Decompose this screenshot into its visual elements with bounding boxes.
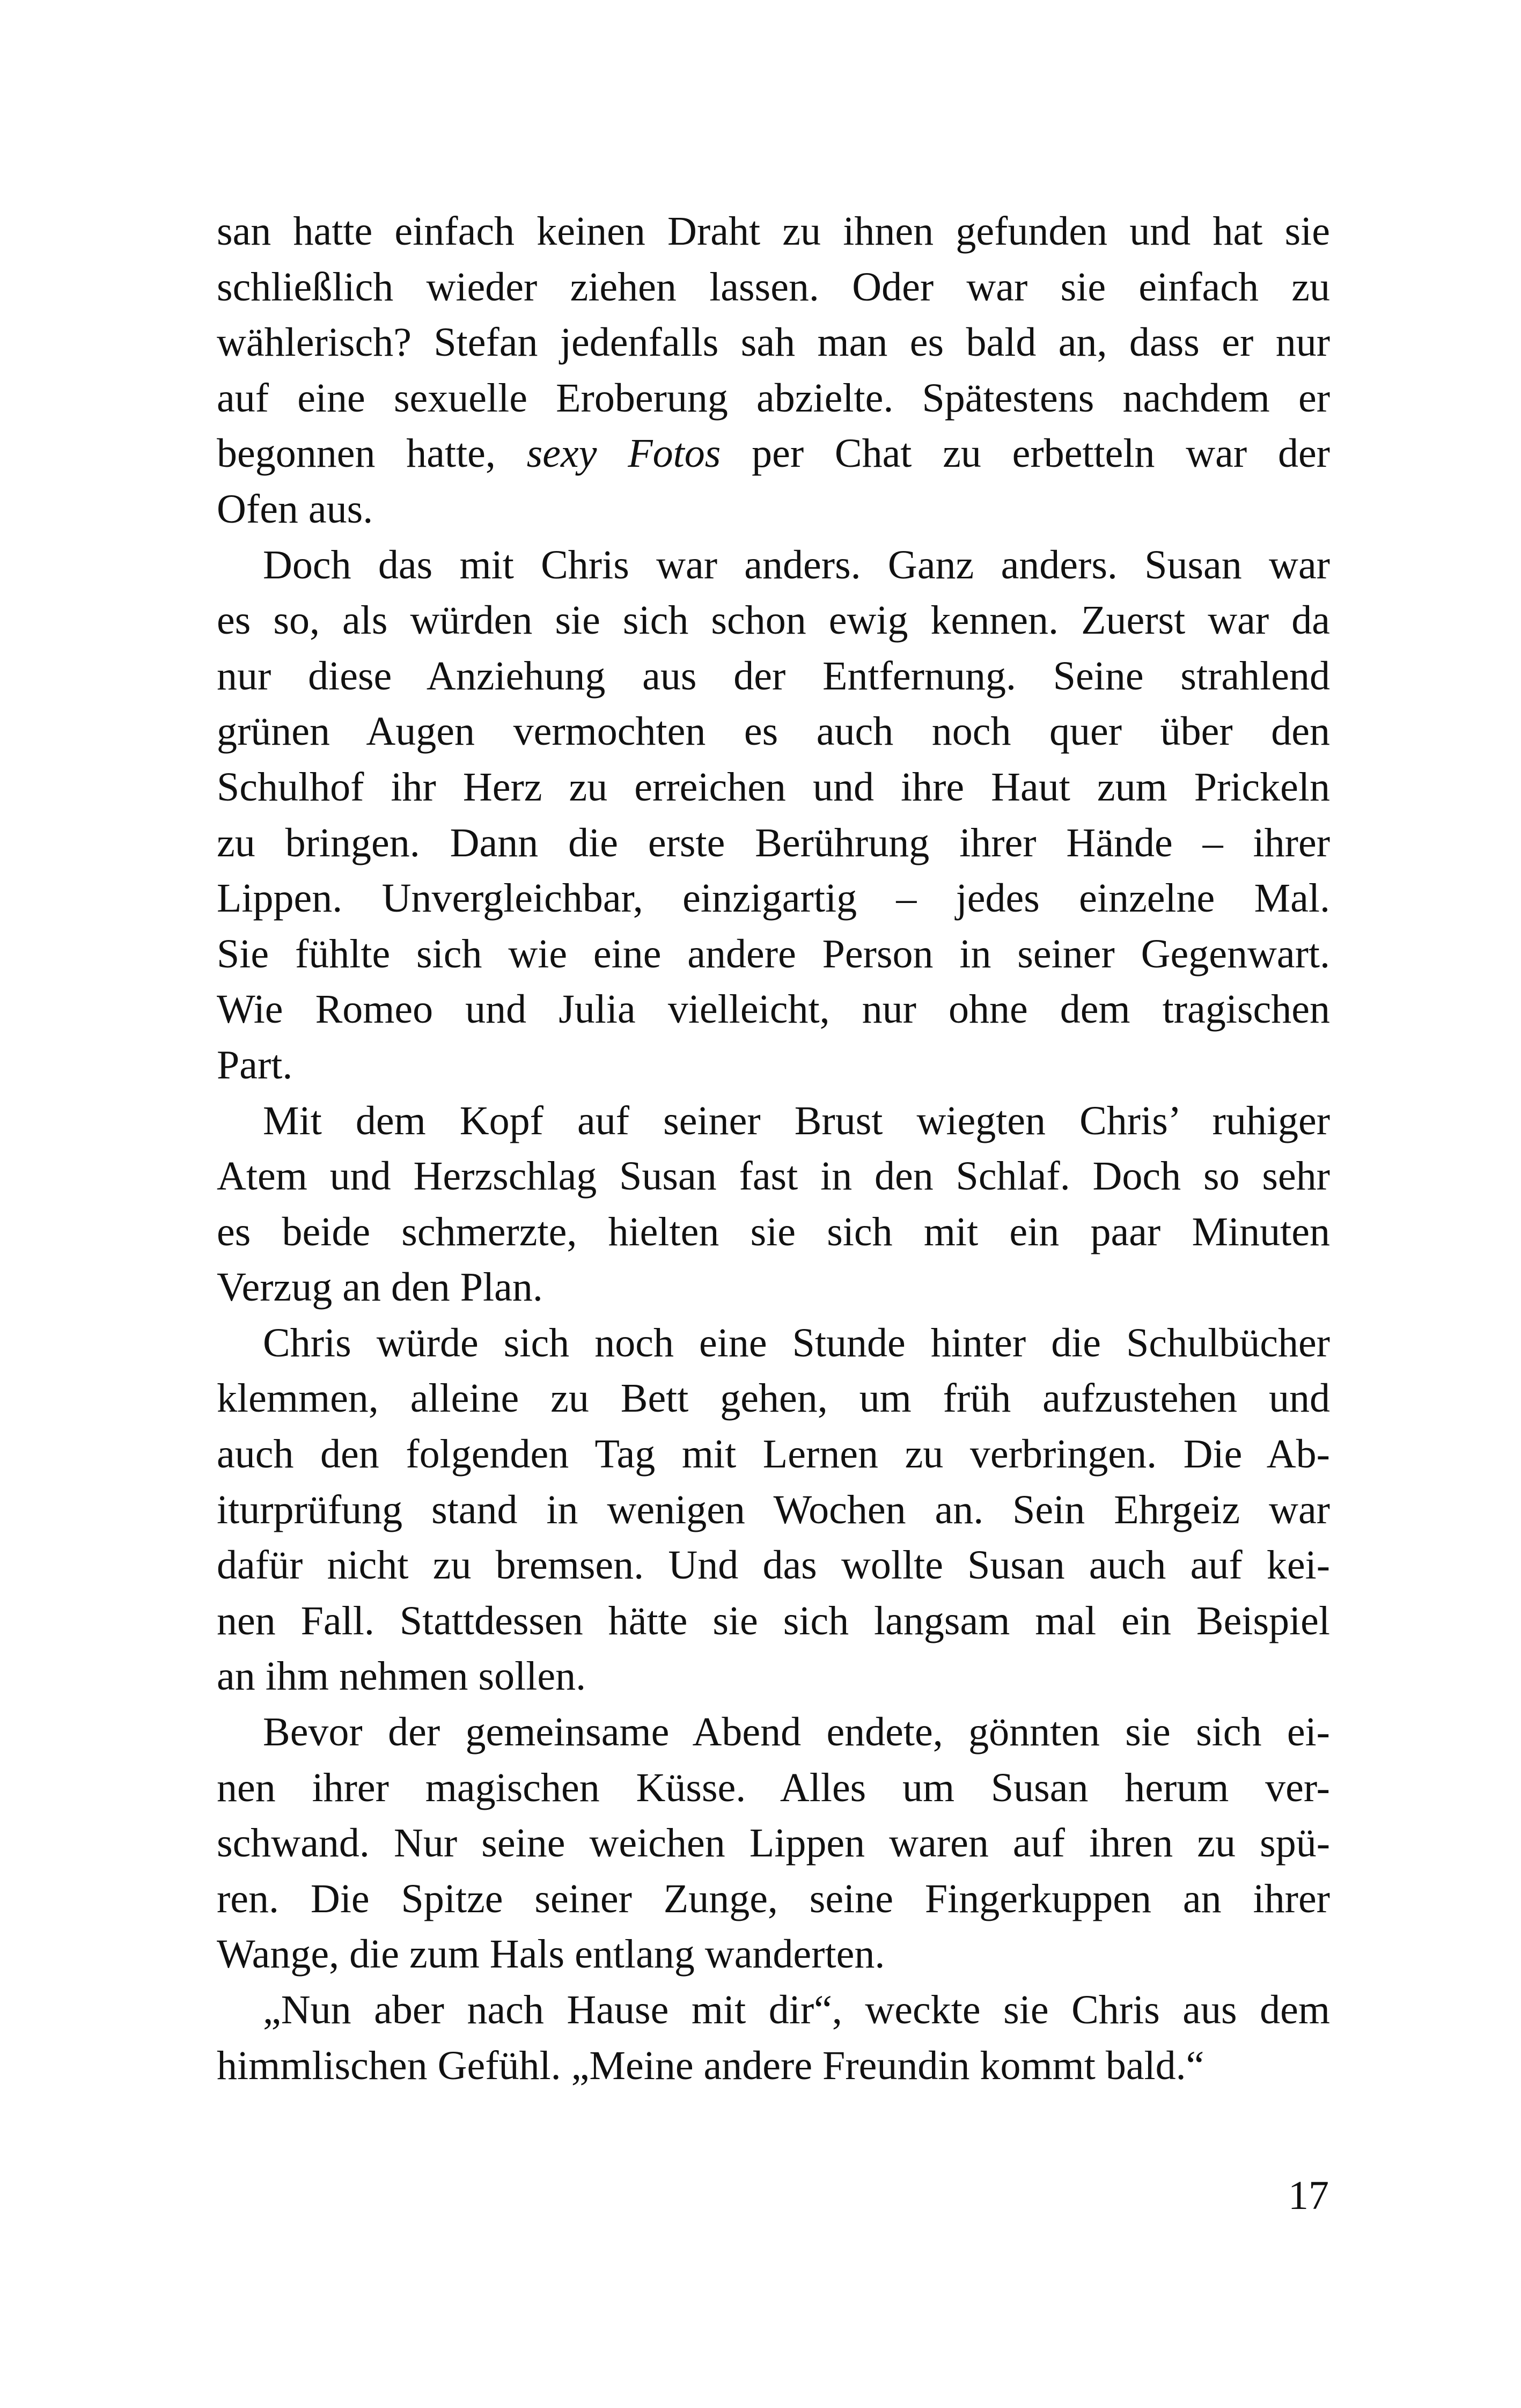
line-text: nur diese Anziehung aus der Entfernung. Seine strahlend [217, 653, 1330, 699]
text-line [217, 1316, 1330, 1371]
text-line [217, 204, 1330, 260]
text-line [217, 1205, 1330, 1260]
line-text: dafür nicht zu bremsen. Und das wollte Susan auch auf kei- [217, 1543, 1330, 1588]
text-line [217, 1482, 1330, 1538]
paragraph [217, 204, 1330, 538]
line-text: klemmen, alleine zu Bett gehen, um früh aufzustehen und [217, 1376, 1330, 1421]
line-text: himmlischen Gefühl. „Meine andere Freundin kommt bald.“ [217, 2043, 1204, 2088]
line-text: per Chat zu erbetteln war der [721, 431, 1330, 476]
text-line [217, 2038, 1330, 2094]
line-text: nen Fall. Stattdessen hätte sie sich langsam mal ein Beispiel [217, 1598, 1330, 1643]
text-line [217, 1149, 1330, 1205]
text-line [217, 482, 1330, 538]
line-text: Wie Romeo und Julia vielleicht, nur ohne dem tragischen [217, 987, 1330, 1032]
paragraph [217, 1705, 1330, 1983]
text-line [217, 1371, 1330, 1427]
line-text: Mit dem Kopf auf seiner Brust wiegten Chris’ ruhiger [263, 1098, 1330, 1143]
line-text: auf eine sexuelle Eroberung abzielte. Spätestens nachdem er [217, 375, 1330, 421]
line-text: auch den folgenden Tag mit Lernen zu verbringen. Die Ab- [217, 1431, 1330, 1477]
line-text: schwand. Nur seine weichen Lippen waren auf ihren zu spü- [217, 1820, 1330, 1866]
line-text: schließlich wieder ziehen lassen. Oder war sie einfach zu [217, 264, 1330, 310]
text-line [217, 1983, 1330, 2038]
text-line [217, 760, 1330, 816]
text-line [217, 1427, 1330, 1482]
line-text: nen ihrer magischen Küsse. Alles um Susan herum ver- [217, 1765, 1330, 1810]
text-line [217, 1649, 1330, 1705]
line-text: Wange, die zum Hals entlang wanderten. [217, 1932, 885, 1977]
line-text: begonnen hatte, [217, 431, 527, 476]
text-line [217, 871, 1330, 927]
line-text: Part. [217, 1042, 293, 1088]
line-text: zu bringen. Dann die erste Berührung ihrer Hände – ihrer [217, 820, 1330, 865]
text-line [217, 649, 1330, 704]
line-text: Schulhof ihr Herz zu erreichen und ihre Haut zum Prickeln [217, 764, 1330, 810]
line-text: „Nun aber nach Hause mit dir“, weckte sie Chris aus dem [263, 1987, 1330, 2032]
text-line [217, 982, 1330, 1038]
text-line [217, 371, 1330, 427]
line-text: es so, als würden sie sich schon ewig kennen. Zuerst war da [217, 598, 1330, 643]
paragraph [217, 1983, 1330, 2094]
line-text: grünen Augen vermochten es auch noch quer über den [217, 709, 1330, 754]
line-text: iturprüfung stand in wenigen Wochen an. Sein Ehrgeiz war [217, 1487, 1330, 1532]
text-line [217, 1093, 1330, 1149]
line-text: Atem und Herzschlag Susan fast in den Schlaf. Doch so sehr [217, 1154, 1330, 1199]
line-text: Lippen. Unvergleichbar, einzigartig – jedes einzelne Mal. [217, 876, 1330, 921]
line-text: Ofen aus. [217, 486, 373, 532]
text-line [217, 1538, 1330, 1594]
page-number: 17 [1288, 2173, 1329, 2218]
line-text: an ihm nehmen sollen. [217, 1654, 586, 1699]
line-text: san hatte einfach keinen Draht zu ihnen gefunden und hat sie [217, 209, 1330, 254]
text-line [217, 1816, 1330, 1871]
text-line [217, 816, 1330, 871]
text-line [217, 1705, 1330, 1760]
line-text: Chris würde sich noch eine Stunde hinter die Schulbücher [263, 1320, 1330, 1365]
text-line [217, 1594, 1330, 1649]
line-text: Bevor der gemeinsame Abend endete, gönnten sie sich ei- [263, 1709, 1330, 1755]
paragraph [217, 1093, 1330, 1316]
line-text: Sie fühlte sich wie eine andere Person in seiner Gegenwart. [217, 931, 1330, 977]
text-line [217, 260, 1330, 315]
text-line [217, 315, 1330, 371]
text-line [217, 593, 1330, 649]
text-line [217, 927, 1330, 982]
line-text: wählerisch? Stefan jedenfalls sah man es bald an, dass er nur [217, 320, 1330, 365]
book-page-body [217, 204, 1330, 2094]
text-line [217, 1927, 1330, 1983]
text-line [217, 1760, 1330, 1816]
line-text: ren. Die Spitze seiner Zunge, seine Fingerkuppen an ihrer [217, 1876, 1330, 1921]
emphasis-text: sexy Fotos [526, 431, 721, 476]
line-text: Doch das mit Chris war anders. Ganz anders. Susan war [263, 542, 1330, 588]
line-text: es beide schmerzte, hielten sie sich mit ein paar Minuten [217, 1209, 1330, 1254]
text-line [217, 704, 1330, 760]
text-line [217, 1871, 1330, 1927]
paragraph [217, 538, 1330, 1093]
paragraph [217, 1316, 1330, 1705]
line-text: Verzug an den Plan. [217, 1265, 543, 1310]
text-line [217, 1038, 1330, 1093]
text-line [217, 1260, 1330, 1316]
text-line [217, 426, 1330, 482]
text-line [217, 538, 1330, 593]
